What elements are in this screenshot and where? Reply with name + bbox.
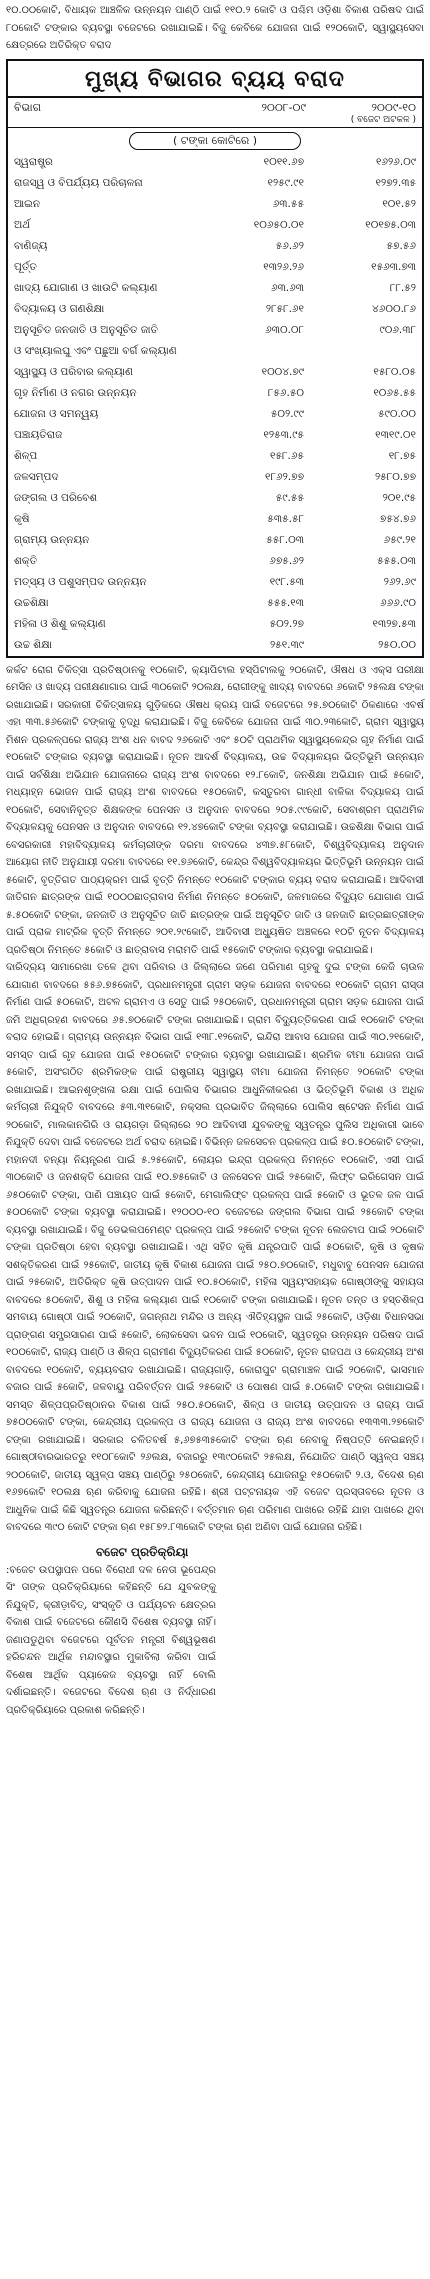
year1-value: ୬୩୦.୦୮ <box>265 323 304 336</box>
dept-cell: ରାଜସ୍ୱ ଓ ବିପର୍ଯ୍ୟୟ ପରିଚାଳନା <box>14 176 143 189</box>
table-header <box>8 98 422 128</box>
dept-cell: ଶକ୍ତି <box>14 554 38 567</box>
unit-label: ( ଟଙ୍କା କୋଟିରେ ) <box>129 132 301 150</box>
year1-value <box>208 341 310 362</box>
table-row <box>8 299 422 320</box>
year2-value: ୮୮.୫୨ <box>389 281 416 294</box>
col-year2-note: ( ବଜେଟ ଅଟକଳ ) <box>350 114 416 125</box>
year1-value: ୨୫୧.୩୯ <box>269 638 304 651</box>
reaction-paragraph: :ବଜେଟ ଉପସ୍ଥାପନ ପରେ ବିରୋଧୀ ଦଳ ନେତା ଭୂପେନ୍ଦ୍ର ସିଂ ତାଙ୍କ ପ୍ରତିକ୍ରିୟାରେ କହିଛନ୍ତି ଯେ ଯୁବକଙ୍କୁ ନିଯୁକ୍ତି, କ୍ରୀଡ଼ାବିତ୍, ସଂସ୍କୃତି ଓ ପର୍ଯ୍ୟଟନ କ୍ଷେତ୍ରର ବିକାଶ ପାଇଁ ବଜେଟରେ କୌଣସି ବିଶେଷ ବ୍ୟବସ୍ଥା ନାହିଁ। ଜଣାପଡୁଥିବା ବଜେଟରେ ପୂର୍ବତନ ମନ୍ତ୍ରୀ ବିଶ୍ୱଭୂଷଣ ହରିଚନ୍ଦନ ଆର୍ଥିକ ମନ୍ଦାବସ୍ଥାର ମୁକାବିଲା କରିବା ପାଇଁ ବିଶେଷ ଆର୍ଥିକ ପ୍ୟାକେଜ ବ୍ୟବସ୍ଥା ନାହିଁ ବୋଲି ଦର୍ଶାଇଛନ୍ତି। ବଜେଟରେ ବିଦେଶ ଋଣ ଓ ନିର୍ଦ୍ଧାରଣ ପ୍ରତିକ୍ରିୟାରେ ପ୍ରକାଶ କରିଛନ୍ତି। <box>6 1564 216 1716</box>
table-row <box>8 593 422 614</box>
table-row <box>8 320 422 341</box>
table-row <box>8 551 422 572</box>
year2-value: ୨୫୮୦.୭୭ <box>374 470 416 483</box>
year2-value: ୧୦୧.୫୨ <box>382 197 416 210</box>
year2-value: ୫୭.୫୬ <box>386 239 416 252</box>
table-row <box>8 530 422 551</box>
table-row <box>8 173 422 194</box>
dept-cell: ଅର୍ଥ <box>14 218 31 231</box>
table-row <box>8 383 422 404</box>
year1-value: ୫୯.୫୫ <box>275 491 304 504</box>
year1-value: ୫୫୫.୧୩ <box>267 596 304 609</box>
table-row <box>8 635 422 656</box>
reaction-section <box>0 1537 430 1720</box>
year2-value: ୬୬୬.୯୦ <box>380 596 416 609</box>
year2-value: ୨୦୧.୯୫ <box>382 491 416 504</box>
year1-value: ୧୦୬୫୦.୦୧ <box>253 218 304 231</box>
year1-value: ୫୩୫.୫୮ <box>267 512 304 525</box>
year1-value: ୬୩.୬୩ <box>270 281 304 294</box>
dept-cell: ସ୍ୱରାଷ୍ଟ୍ର <box>14 155 53 168</box>
body-paragraph-1: କର୍କଟ ରୋଗ ଚିକିତ୍ସା ପ୍ରତିଷ୍ଠାନକୁ ୧୦କୋଟି, କ୍ୟାପିଟାଲ ହସ୍ପିଟାଲକୁ ୨୦କୋଟି, ଔଷଧ ଓ ଏକ୍ସ ପରୀକ୍ଷା ମେସିନ ଓ ଖାଦ୍ୟ ପରୀକ୍ଷଣାଗାର ପାଇଁ ୩୦କୋଟି ୨୦ଲକ୍ଷ, ରୋଗୀଙ୍କୁ ଖାଦ୍ୟ ବାବଦରେ ୬କୋଟି ୨୫ଲକ୍ଷ ଟଙ୍କା ରଖାଯାଇଛି। ସରକାରୀ ଚିକିତ୍ସାଳୟ ଗୁଡ଼ିକରେ ଔଷଧ କ୍ରୟ ପାଇଁ ବଜେଟରେ ୨୫.୭୦କୋଟି ଠିକଣାରେ ଏବର୍ଷ ଏହା ୩୩.୫୬କୋଟି ଟଙ୍କାକୁ ବୃଦ୍ଧି କରାଯାଇଛି। ବିଜୁ କେବିକେ ଯୋଜନା ପାଇଁ ୩୦.୨୩କୋଟି, ଗ୍ରାମ ସ୍ୱାସ୍ଥ୍ୟ ମିଶନ ପ୍ରକଳ୍ପରେ ରାଜ୍ୟ ଅଂଶ ଧନ ବାବଦ ୨୬କୋଟି ଏବଂ ୫୦ଟି ପ୍ରାଥମିକ ସ୍ୱାସ୍ଥ୍ୟକେନ୍ଦ୍ର ଗୃହ ନିର୍ମାଣ ପାଇଁ ୧୦କୋଟି ଟଙ୍କାର ବ୍ୟବସ୍ଥା କରାଯାଇଛି। ନୂତନ ଆଦର୍ଶ ବିଦ୍ୟାଳୟ, ଉଚ୍ଚ ବିଦ୍ୟାଳୟର ଭିତ୍ତିଭୂମି ଉନ୍ନୟନ ପାଇଁ ସର୍ବଶିକ୍ଷା ଅଭିଯାନ ଯୋଜନାରେ ରାଜ୍ୟ ଅଂଶ ବାବଦରେ ୧୨.୮କୋଟି, ଜନଶିକ୍ଷା ଅଭିଯାନ ପାଇଁ ୫କୋଟି, ମଧ୍ୟାହ୍ନ ଭୋଜନ ପାଇଁ ରାଜ୍ୟ ଅଂଶ ବାବଦରେ ୧୫୦କୋଟି, କସ୍ତୁରବା ଗାନ୍ଧୀ ବାଳିକା ବିଦ୍ୟାଳୟ ପାଇଁ ୧୦କୋଟି, ସେବାନିବୃତ୍ତ ଶିକ୍ଷକଙ୍କ ପେନସନ ଓ ଅନୁଦାନ ବାବଦରେ ୨୦୫.୯୯କୋଟି, ସେବାଶ୍ରମ ପ୍ରାଥମିକ ବିଦ୍ୟାଳୟକୁ ପେନସନ ଓ ଅନୁଦାନ ବାବଦରେ ୧୨.୪୭କୋଟି ଟଙ୍କା ବ୍ୟବସ୍ଥା କରାଯାଇଛି। ଉଚ୍ଚଶିକ୍ଷା ବିଭାଗ ପାଇଁ ବେସରକାରୀ ମହାବିଦ୍ୟାଳୟ କର୍ମଚାରୀଙ୍କ ଦରମା ବାବଦରେ ୪୩୭.୫୮କୋଟି, ବିଶ୍ୱବିଦ୍ୟାଳୟ ଅନୁଦାନ ଆୟୋଗ ନୀତି ଅନୁଯାୟୀ ଦରମା ବାବଦରେ ୧୧.୭୬କୋଟି, କେନ୍ଦ୍ର ବିଶ୍ୱବିଦ୍ୟାଳୟର ଭିତ୍ତିଭୂମି ଉନ୍ନୟନ ପାଇଁ ୫କୋଟି, ବୃତ୍ତିଗତ ପାଠ୍ୟକ୍ରମ ପାଇଁ ବୃତ୍ତି ନିମନ୍ତେ ୧୦କୋଟି ଟଙ୍କାର ବ୍ୟୟ ବରାଦ କରାଯାଇଛି। ଆଦିବାସୀ ଜାତିଗନ ଛାତ୍ରଙ୍କ ପାଇଁ ୧୦୦୦ଛାତ୍ରାବାସ ନିର୍ମାଣ ନିମନ୍ତେ ୫୦କୋଟି, ଜଳମାଜରେ ବିଦ୍ୟୁତ ଯୋଗାଣ ପାଇଁ ୫.୫୦କୋଟି ଟଙ୍କା, ଜନଜାତି ଓ ଅନୁସୂଚିତ ଜାତି ଛାତ୍ରଙ୍କ ପାଇଁ ଅନୁସୂଚିତ ଜାତି ଓ ଜନଜାତି ଛାତ୍ରଛାତ୍ରୀଙ୍କ ପାଇଁ ପ୍ରାକ ମାଟ୍ରିକ ବୃତ୍ତି ନିମନ୍ତେ ୨୦୧.୨୯କୋଟି, ଆଦିବାସୀ ଅଧ୍ୟୁଷିତ ଅଞ୍ଚଳରେ ୧୦ଟି ନୂତନ ବିଦ୍ୟାଳୟ ପ୍ରତିଷ୍ଠା ନିମନ୍ତେ ୫କୋଟି ଓ ଛାତ୍ରାବାସ ମରାମତି ପାଇଁ ୧୫କୋଟି ଟଙ୍କାର ବ୍ୟବସ୍ଥା କରାଯାଇଛି। <box>6 664 424 956</box>
dept-cell: ଯୋଜନା ଓ ସମନ୍ୱୟ <box>14 407 99 420</box>
dept-cell: ଗୃହ ନିର୍ମାଣ ଓ ନଗର ଉନ୍ନୟନ <box>14 386 137 399</box>
year2-value: ୧୬୨୬.୦୯ <box>375 155 416 168</box>
intro-paragraph: ୧୦.୦୦କୋଟି, ବିଧାୟକ ଆଞ୍ଚଳିକ ଉନ୍ନୟନ ପାଣ୍ଠି ପାଇଁ ୧୧୦.୨ କୋଟି ଓ ପଶ୍ଚିମ ଓଡ଼ିଶା ବିକାଶ ପରିଷଦ ପାଇଁ ୮୦କୋଟି ଟଙ୍କାର ବ୍ୟବସ୍ଥା ବଜେଟରେ ରଖାଯାଇଛି। ବିଜୁ କେବିକେ ଯୋଜନା ପାଇଁ ୧୨୦କୋଟି, ସ୍ୱାସ୍ଥ୍ୟସେବା କ୍ଷେତ୍ରରେ ଅତିରିକ୍ତ ବରାଦ <box>6 5 424 51</box>
table-row <box>8 341 422 362</box>
year2-value: ୧୦୧୭୫.୦୩ <box>365 218 416 231</box>
reaction-heading: ବଜେଟ ପ୍ରତିକ୍ରିୟା <box>96 1544 189 1559</box>
year1-value: ୧୩୨୬.୨୬ <box>263 260 304 273</box>
dept-cell: ଅନୁସୂଚିତ ଜନଜାତି ଓ ଅନୁସୂଚିତ ଜାତି <box>14 323 158 336</box>
year1-value: ୧୮୬୨.୭୭ <box>265 470 304 483</box>
table-row <box>8 614 422 635</box>
year1-value: ୫୫୮.୦୩ <box>266 533 304 546</box>
dept-cell: ଓ ସଂଖ୍ୟାଲଘୁ ଏବଂ ପଛୁଆ ବର୍ଗ କଲ୍ୟାଣ <box>14 344 177 357</box>
table-row <box>8 509 422 530</box>
body-paragraph-2: ଦାରିଦ୍ର୍ୟ ସାମାରେଖା ତଳେ ଥିବା ପରିବାର ଓ ଜିଲ୍ଲାରେ ଜଣେ ପରିମାଣ ଗୃହକୁ ଦୁଇ ଟଙ୍କା କେଜି ଚାଉଳ ଯୋଗାଣ ବାବଦରେ ୫୫୬.୭୫କୋଟି, ପ୍ରଧାନମନ୍ତ୍ରୀ ଗ୍ରାମ ସଡ଼କ ଯୋଜନା ବାବଦରେ ୧୦କୋଟି ଗ୍ରାମ ରାସ୍ତା ନିର୍ମାଣ ପାଇଁ ୫୦କୋଟି, ଅଟଳ ଗ୍ରାମଏ ଓ ସେତୁ ପାଇଁ ୨୫୦କୋଟି, ପ୍ରଧାନମନ୍ତ୍ରୀ ଗ୍ରାମ ସଡ଼କ ଯୋଜନା ପାଇଁ ଜମି ଅଧିଗ୍ରହଣ ବାବଦରେ ୬୫.୭୦କୋଟି ଟଙ୍କା ରଖାଯାଇଛି। ଗ୍ରାମ ବିଦ୍ୟୁତ୍ତିକରଣ ପାଇଁ ୧୦କୋଟି ଟଙ୍କା ବରାଦ ହୋଇଛି। ଗ୍ରାମ୍ୟ ଉନ୍ନୟନ ବିଭାଗ ପାଇଁ ୧୩୮.୧୨କୋଟି, ଇନ୍ଦିରା ଆବାସ ଯୋଜନା ପାଇଁ ୩୦.୨୧କୋଟି, ସମସ୍ତ ପାଇଁ ଗୃହ ଯୋଜନା ପାଇଁ ୧୫୦କୋଟି ଟଙ୍କାର ବ୍ୟବସ୍ଥା ରଖାଯାଇଛି। ଶ୍ରମିକ ବୀମା ଯୋଜନା ପାଇଁ ୫କୋଟି, ଅସଂଗଠିତ ଶ୍ରମିକଙ୍କ ପାଇଁ ରାଷ୍ଟ୍ରୀୟ ସ୍ୱାସ୍ଥ୍ୟ ବୀମା ଯୋଜନା ନିମନ୍ତେ ୨୦କୋଟି ଟଙ୍କା ରଖାଯାଇଛି। ଆଇନଶୃଙ୍ଖଳା ରକ୍ଷା ପାଇଁ ପୋଲିସ ବିଭାଗର ଆଧୁନିକୀକରଣ ଓ ଭିତ୍ତିଭୂମି ବିକାଶ ଓ ଅଧିକ କର୍ମଚାରୀ ନିଯୁକ୍ତି ବାବଦରେ ୫୩.୩୧କୋଟି, ନକ୍ସଲ ପ୍ରଭାବିତ ଜିଲ୍ଲାରେ ପୋଲିସ ଷ୍ଟେସନ ନିର୍ମାଣ ପାଇଁ ୨୦କୋଟି, ମାଲକାନଗିରି ଓ ରାୟଗଡ଼ା ଜିଲ୍ଲାରେ ୨୦ ଆଦିବାସୀ ଯୁବକଙ୍କୁ ସ୍ୱତନ୍ତ୍ର ପୁଲିସ ଅଧିକାରୀ ଭାବେ ନିଯୁକ୍ତି ଦେବା ପାଇଁ ବଜେଟରେ ଅର୍ଥ ବରାଦ ହୋଇଛି। ବିଭିନ୍ନ ଜଳସେଚନ ପ୍ରକଳ୍ପ ପାଇଁ ୫୦.୫୦କୋଟି ଟଙ୍କା, ମହାନଦୀ ବନ୍ୟା ନିୟନ୍ତ୍ରଣ ପାଇଁ ୫.୨୫କୋଟି, ଲୋୟର ଇନ୍ଦ୍ରା ପ୍ରକଳ୍ପ ନିମନ୍ତେ ୧୦କୋଟି, ଏସୀ ପାଇଁ ୩୦କୋଟି ଓ ଜନଶକ୍ତି ଯୋଜନା ପାଇଁ ୧୦.୭୫କୋଟି ଓ ଜଳସେଚନ ପାଇଁ ୨୫କୋଟି, ଲିଫ୍ଟ ଇରିଗେସନ ପାଇଁ ୬୫୦କୋଟି ଟଙ୍କା, ପାଣି ପଞ୍ଚାୟତ ପାଇଁ ୫କୋଟି, ମେଗାଲିଫ୍ଟ ପ୍ରକଳ୍ପ ପାଇଁ ୫କୋଟି ଓ ଭୂତଳ ଜଳ ପାଇଁ ୫୦୦କୋଟି ଟଙ୍କା ବ୍ୟବସ୍ଥା କରାଯାଇଛି। ୧୨୦୦୦-୧୦ ବଜେଟରେ ଜଙ୍ଗଲ ବିଭାଗ ପାଇଁ ୨୫କୋଟି ଟଙ୍କା ବ୍ୟବସ୍ଥା ରଖାଯାଇଛି। ବିଜୁ ଡେଭଲପମେଣ୍ଟ ପ୍ରକଳ୍ପ ପାଇଁ ୨୫କୋଟି ଟଙ୍କା ନୂତନ ଲେଜଟାପ ପାଇଁ ୨୦କୋଟି ଟଙ୍କା ପ୍ରତିଷ୍ଠା ହେବା ବ୍ୟବସ୍ଥା ରଖାଯାଇଛି। ଏଥି ସହିତ କୃଷି ଯନ୍ତ୍ରପାତି ପାଇଁ ୫୦କୋଟି, କୃଷି ଓ କୃଷକ ସଶକ୍ତିକରଣ ପାଇଁ ୨୫କୋଟି, ଜାତୀୟ କୃଷି ବିକାଶ ଯୋଜନା ପାଇଁ ୨୫୦.୭୦କୋଟି, ମଧୁବାବୁ ପେନସନ ଯୋଜନା ପାଇଁ ୨୫କୋଟି, ଅତିରିକ୍ତ କୃଷି ଉତ୍ପାଦନ ପାଇଁ ୧୦.୫୦କୋଟି, ମହିଳା ସ୍ୱୟଂସହାୟକ ଗୋଷ୍ଠୀଙ୍କୁ ସହାୟତା ବାବଦରେ ୫୦କୋଟି, ଶିଶୁ ଓ ମହିଳା କଲ୍ୟାଣ ପାଇଁ ୧୦କୋଟି ଟଙ୍କା ରଖାଯାଇଛି। ନୂତନ ତନ୍ତ ଓ ହସ୍ତଶିଳ୍ପ ସମବାୟ ଗୋଷ୍ଠୀ ପାଇଁ ୨୦କୋଟି, ଜଗନ୍ନାଥ ମନ୍ଦିର ଓ ଅନ୍ୟ ଐତିହ୍ୟସ୍ଥଳ ପାଇଁ ୨୫କୋଟି, ଓଡ଼ିଶା ବିଧାନସଭା ପ୍ରାଙ୍ଗଣ ସମ୍ପ୍ରସାରଣ ପାଇଁ ୫କୋଟି, ଲୋକସେବା ଭବନ ପାଇଁ ୧୦କୋଟି, ସ୍ୱତନ୍ତ୍ର ଉନ୍ନୟନ ପରିଷଦ ପାଇଁ ୧୦୦କୋଟି, ରାଜ୍ୟ ପାଣ୍ଠି ଓ ଶିଳ୍ପ ଗ୍ରାମୀଣ ବିଦ୍ୟୁତିକରଣ ପାଇଁ ୫୦କୋଟି, ନୂତନ ରାଜପଥ ଓ କେନ୍ଦ୍ରୀୟ ଅଂଶ ବାବଦରେ ୧୦କୋଟି, ବ୍ୟୟବରାଦ ରଖାଯାଇଛି। ରାଜ୍ୟଗାଡ଼ି, କୋରାପୁଟ ଗ୍ରାମାଞ୍ଚଳ ପାଇଁ ୨୦କୋଟି, ଭାସମାନ ବଜାର ପାଇଁ ୫କୋଟି, ଜଳବାୟୁ ପରିବର୍ତ୍ତନ ପାଇଁ ୨୫କୋଟି ଓ ପୋଷଣ ପାଇଁ ୫.୦କୋଟି ଟଙ୍କା ରଖାଯାଇଛି। ସମସ୍ତ ଶିଳ୍ପପ୍ରତିଷ୍ଠାନର ବିକାଶ ପାଇଁ ୨୫୦.୫୦କୋଟି, ଶିଳ୍ପ ଓ ଜାତୀୟ ଉତ୍ପାଦନ ଓ ରାଜ୍ୟ ପାଇଁ ୭୫୦୦କୋଟି ଟଙ୍କା, କେନ୍ଦ୍ରୀୟ ପ୍ରକଳ୍ପ ଓ ରାଜ୍ୟ ଯୋଜନା ଓ ରାଜ୍ୟ ଅଂଶ ବାବଦରେ ୧୩୩୩.୨୭କୋଟି ଟଙ୍କା ରଖାଯାଇଛି। ସରକାର ଚଳିତବର୍ଷ ୫,୬୭୫୩୫କୋଟି ଟଙ୍କା ଋଣ ନେବାକୁ ନିଷ୍ପତ୍ତି ନେଇଛନ୍ତି। ଗୋଷ୍ଠୀବାରଭାରତରୁ ୧୧୦୮କୋଟି ୨୬ଲକ୍ଷ, ବଜାରରୁ ୧୩୯୦କୋଟି ୨୫ଲକ୍ଷ, ନିଯୋଜିତ ପାଣ୍ଠି ସ୍ୱଳ୍ପ ସଞ୍ଚୟ ୨୦୦କୋଟି, ଜାତୀୟ ସ୍ୱଳ୍ପ ସଞ୍ଚୟ ପାଣ୍ଠିରୁ ୨୫୦କୋଟି, କେନ୍ଦ୍ରୀୟ ଯୋଜନାରୁ ୧୫୦କୋଟି ୨.ଓ, ବିଦେଶ ଋଣ ୧୬୭କୋଟି ୧୦ଲକ୍ଷ ଋଣ କରିବାକୁ ଯୋଜନା ରହିଛି। ଶ୍ରୀ ପଟ୍ଟନାୟକ ଏହି ବଜେଟ ପ୍ରସ୍ତାବରେ ନୂତନ ଓ ଆଧୁନିକ ପାଇଁ କିଛି ସ୍ୱତନ୍ତ୍ର ଯୋଜନା କରିଛନ୍ତି। ବର୍ତ୍ତମାନ ଋଣ ପରିମାଣ ପାଖରେ ରହିଛି ଯାହା ପାଖରେ ଥିବା ବାବଦରେ ୩୯୦ କୋଟି ଟଙ୍କା ଋଣ ୧୫୮୭୨.୮୩କୋଟି ଟଙ୍କା ଋଣ ଅଣିବା ପାଇଁ ଯୋଜନା ରହିଛି। <box>6 962 424 1533</box>
year1-value: ୫୬.୬୨ <box>275 239 304 252</box>
table-row <box>8 488 422 509</box>
dept-cell: ମହିଳା ଓ ଶିଶୁ କଲ୍ୟାଣ <box>14 617 106 630</box>
year2-value: ୨୬୨.୬୯ <box>383 575 416 588</box>
year1-value: ୫୦୨.୯୯ <box>270 407 304 420</box>
table-row <box>8 446 422 467</box>
dept-cell: ବିଦ୍ୟାଳୟ ଓ ଗଣଶିକ୍ଷା <box>14 302 105 315</box>
year1-value: ୧୨୫୩.୯୫ <box>263 428 304 441</box>
year2-value: ୧୩୨୭.୫୩ <box>372 617 416 630</box>
dept-cell: ଉଚ୍ଚ ଶିକ୍ଷା <box>14 638 52 651</box>
table-row <box>8 425 422 446</box>
col-dept-header: ବିଭାଗ <box>14 100 42 114</box>
dept-cell: ଗ୍ରାମ୍ୟ ଉନ୍ନୟନ <box>14 533 90 546</box>
dept-cell: ପୂର୍ତ୍ତ <box>14 260 37 273</box>
year1-value: ୫୦୨.୨୭ <box>269 617 304 630</box>
expenditure-table <box>8 152 422 656</box>
year2-value: ୪୬୦୦.୮୬ <box>372 302 416 315</box>
table-row <box>8 467 422 488</box>
table-row <box>8 152 422 173</box>
table-row <box>8 194 422 215</box>
year2-value <box>310 341 422 362</box>
dept-cell: କୃଷି <box>14 512 30 525</box>
year2-value: ୯୦୬.୩୮ <box>379 323 416 336</box>
dept-cell: ଆଇନ <box>14 197 41 210</box>
table-title: ମୁଖ୍ୟ ବିଭାଗର ବ୍ୟୟ ବରାଦ <box>8 61 422 98</box>
dept-cell: ଉଚ୍ଚଶିକ୍ଷା <box>14 596 49 609</box>
year1-value: ୬୩.୫୫ <box>272 197 304 210</box>
year1-value: ୬୭୫.୬୨ <box>269 554 304 567</box>
year1-value: ୧୯୮.୫୩ <box>269 575 304 588</box>
table-row <box>8 236 422 257</box>
year1-value: ୧୦୦୪.୭୯ <box>261 365 304 378</box>
year1-value: ୨୮୫୮.୬୧ <box>265 302 304 315</box>
dept-cell: ଜଙ୍ଗଲ ଓ ପରିବେଶ <box>14 491 98 504</box>
col-year2-header: ୨୦୦୯-୧୦ <box>371 100 416 114</box>
dept-cell: ବାଣିଜ୍ୟ <box>14 239 48 252</box>
year2-value: ୧୮.୭୫ <box>388 449 416 462</box>
table-row <box>8 257 422 278</box>
year1-value: ୧୨୫୯.୯୧ <box>267 176 304 189</box>
table-row <box>8 572 422 593</box>
dept-cell: ଜଳସମ୍ପଦ <box>14 470 59 483</box>
dept-cell: ପଞ୍ଚାୟତିରାଜ <box>14 428 63 441</box>
year1-value: ୮୫୬.୫୦ <box>267 386 304 399</box>
expenditure-table-box <box>6 59 424 658</box>
year2-value: ୧୨୭୨.୩୫ <box>375 176 416 189</box>
table-row <box>8 404 422 425</box>
table-row <box>8 362 422 383</box>
year2-value: ୨୫୦.୦୦ <box>378 638 416 651</box>
year2-value: ୧୫୮୦.୦୫ <box>373 365 416 378</box>
year2-value: ୧୩୧୯.୦୧ <box>375 428 416 441</box>
dept-cell: ଖାଦ୍ୟ ଯୋଗାଣ ଓ ଖାଉଟି କଲ୍ୟାଣ <box>14 281 158 294</box>
year2-value: ୬୫୯.୨୧ <box>383 533 416 546</box>
year2-value: ୧୫୬୩.୭୩ <box>371 260 416 273</box>
year1-value: ୧୫୮.୬୫ <box>270 449 304 462</box>
dept-cell: ସ୍ୱାସ୍ଥ୍ୟ ଓ ପରିବାର କଲ୍ୟାଣ <box>14 365 133 378</box>
year2-value: ୧୦୬୫.୫୫ <box>373 386 416 399</box>
dept-cell: ଶିଳ୍ପ <box>14 449 38 462</box>
year2-value: ୫୫୫.୦୩ <box>377 554 416 567</box>
col-year1-header: ୨୦୦୮-୦୯ <box>261 100 306 114</box>
table-row <box>8 215 422 236</box>
dept-cell: ମତ୍ସ୍ୟ ଓ ପଶୁସମ୍ପଦ ଉନ୍ନୟନ <box>14 575 147 588</box>
year1-value: ୧୦୧୧.୬୭ <box>263 155 304 168</box>
table-row <box>8 278 422 299</box>
year2-value: ୫୯୦.୦୦ <box>378 407 416 420</box>
year2-value: ୭୫୪.୭୬ <box>379 512 416 525</box>
